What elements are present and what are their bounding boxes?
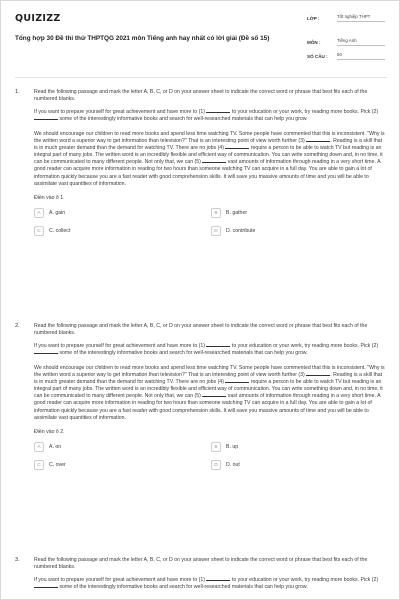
question-body	[34, 89, 386, 244]
passage-text: some of the interestingly informative books and search for well-researched materials that can help you grow.	[58, 350, 308, 357]
passage-text: . Reading is a skill that is in much greater demand than the demand for watching TV. There are no jobs (4)	[34, 371, 383, 385]
passage-text: to your education or your work, try reading more books. Pick (2)	[230, 577, 379, 584]
option-text: D. out	[226, 461, 240, 468]
passage-text: some of the interestingly informative books and search for well-researched materials that can help you grow.	[58, 116, 308, 123]
blank-2	[34, 353, 58, 354]
question-instruction: Read the following passage and mark the letter A, B, C, or D on your answer sheet to indicate the correct word or phrase that best fits each of the numbered blanks.	[34, 557, 368, 571]
option-text: D. contribute	[226, 227, 256, 234]
question-number: 3.	[15, 557, 20, 563]
passage-text: require a person to be able to watch TV but reading is an integral part of many jobs. The written word is an incredibly flexible and efficient way of communication. You can write something down and, in no time, it can be communicated to many different people. Not only that, we can (5)	[34, 144, 383, 166]
worksheet-header	[15, 13, 387, 75]
blank-1	[206, 112, 230, 113]
passage-text: require a person to be able to watch TV but reading is an integral part of many jobs. The written word is an incredibly flexible and efficient way of communication. You can write something down and, in no time, it can be communicated to many different people. Not only that, we can (5)	[34, 378, 383, 400]
question-prompt: Điền vào ô 1.	[34, 194, 65, 201]
meta-label-subject: MÔN :	[307, 40, 321, 45]
passage-text: If you want to prepare yourself for great achievement and have more to (1)	[34, 109, 207, 116]
option-text: A. on	[49, 443, 62, 450]
passage-text: If you want to prepare yourself for great achievement and have more to (1)	[34, 343, 207, 350]
question-body	[34, 323, 386, 478]
option-text: B. gather	[226, 209, 248, 216]
blank-3	[306, 141, 330, 142]
option-letter-box: D	[211, 226, 221, 236]
meta-value-count: 50	[337, 52, 385, 60]
option-text: B. up	[226, 443, 239, 450]
passage-paragraph-1	[34, 343, 386, 357]
blank-1	[206, 580, 230, 581]
option-letter-box: B	[211, 208, 221, 218]
option-letter-box: D	[211, 460, 221, 470]
answer-options	[34, 442, 386, 478]
passage-text: We should encourage our children to read more books and spend less time watching TV. Some people have commented that this is inconsistent. "Why is the written word a superior way to get information than television?" That is an interesting point of view worth further (3)	[34, 364, 385, 378]
meta-row-class	[307, 14, 387, 38]
meta-row-subject	[307, 38, 387, 52]
passage-text: some of the interestingly informative books and search for well-researched materials that can help you grow.	[58, 584, 308, 591]
passage-text: We should encourage our children to read more books and spend less time watching TV. Some people have commented that this is inconsistent. "Why is the written word a superior way to get information than television?" That is an interesting point of view worth further (3)	[34, 130, 385, 144]
meta-row-count	[307, 52, 387, 66]
passage-paragraph-2	[34, 365, 386, 422]
option-letter-box: C	[34, 226, 44, 236]
answer-options	[34, 208, 386, 244]
blank-2	[34, 119, 58, 120]
blank-4	[225, 148, 249, 149]
page-title: Tổng hợp 30 Đề thi thử THPTQG 2021 môn Tiếng anh hay nhất có lời giải (Đề số 15)	[15, 35, 270, 42]
blank-3	[306, 375, 330, 376]
meta-value-class: Tốt nghiệp THPT	[337, 14, 385, 22]
quizizz-logo: QUIZIZZ	[15, 13, 61, 24]
blank-4	[225, 382, 249, 383]
blank-5	[202, 396, 226, 397]
option-letter-box: B	[211, 442, 221, 452]
meta-label-class: LỚP :	[307, 16, 320, 21]
passage-paragraph-1	[34, 577, 386, 591]
passage-text: to your education or your work, try reading more books. Pick (2)	[230, 109, 379, 116]
passage-text: to your education or your work, try reading more books. Pick (2)	[230, 343, 379, 350]
option-text: C. over	[49, 461, 66, 468]
question-number: 1.	[15, 89, 20, 95]
option-letter-box: A	[34, 208, 44, 218]
header-divider	[15, 77, 387, 78]
question-instruction: Read the following passage and mark the letter A, B, C, or D on your answer sheet to indicate the correct word or phrase that best fits each of the numbered blanks.	[34, 89, 368, 103]
passage-text: vast amounts of information through reading in a very short time. A good reader can acquire more information in reading for two hours than someone watching TV can acquire in a full day. You are able to gain a lot of information quickly because you are a fast reader with good comprehension skills. It will save you massive amounts of time and you will be able to assimilate vast quantities of information.	[34, 159, 381, 187]
blank-2	[34, 587, 58, 588]
option-text: A. gain	[49, 209, 66, 216]
meta-value-subject: Tiếng Anh	[337, 38, 385, 46]
question-number: 2.	[15, 323, 20, 329]
option-letter-box: C	[34, 460, 44, 470]
question-instruction: Read the following passage and mark the letter A, B, C, or D on your answer sheet to indicate the correct word or phrase that best fits each of the numbered blanks.	[34, 323, 368, 337]
passage-text: If you want to prepare yourself for great achievement and have more to (1)	[34, 577, 207, 584]
option-text: C. collect	[49, 227, 71, 234]
passage-paragraph-1	[34, 109, 386, 123]
meta-info	[307, 14, 387, 66]
blank-1	[206, 346, 230, 347]
meta-label-count: SỐ CÂU :	[307, 54, 328, 59]
question-prompt: Điền vào ô 2.	[34, 428, 65, 435]
option-letter-box: A	[34, 442, 44, 452]
passage-text: vast amounts of information through reading in a very short time. A good reader can acquire more information in reading for two hours than someone watching TV can acquire in a full day. You are able to gain a lot of information quickly because you are a fast reader with good comprehension skills. It will save you massive amounts of time and you will be able to assimilate vast quantities of information.	[34, 393, 381, 421]
blank-5	[202, 162, 226, 163]
passage-text: . Reading is a skill that is in much greater demand than the demand for watching TV. There are no jobs (4)	[34, 137, 383, 151]
question-body	[34, 557, 386, 599]
passage-paragraph-2	[34, 131, 386, 188]
